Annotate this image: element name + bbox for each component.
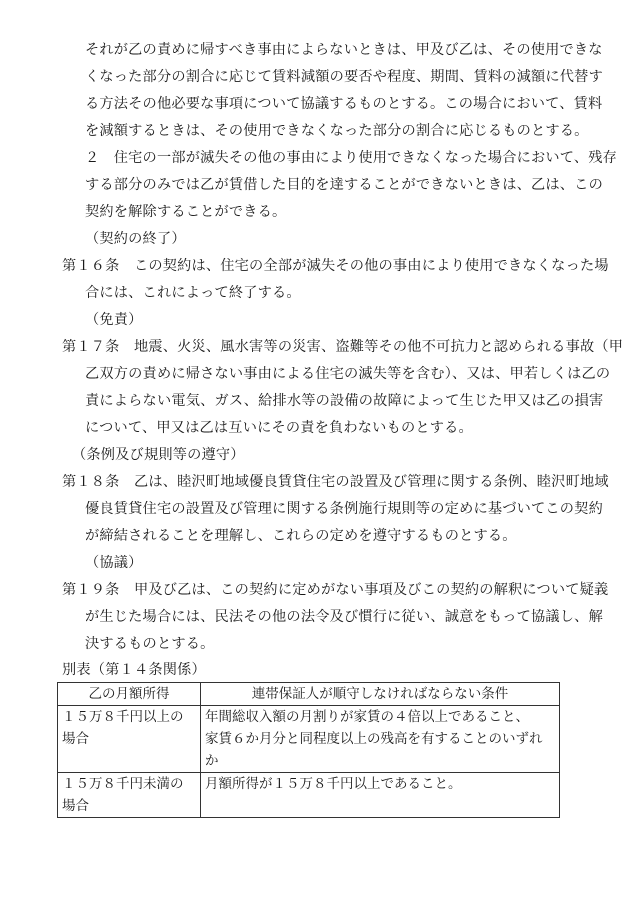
article-19: 第１９条 甲及び乙は、この契約に定めがない事項及びこの契約の解釈について疑義 — [62, 582, 609, 598]
table-header: 連帯保証人が順守しなければならない条件 — [201, 683, 560, 706]
text-line: が生じた場合には、民法その他の法令及び慣行に従い、誠意をもって協議し、解 — [85, 609, 603, 625]
text-line: を減額するときは、その使用できなくなった部分の割合に応じるものとする。 — [85, 123, 589, 139]
cell-line: １５万８千円以上の — [62, 709, 184, 725]
cell-line: 年間総収入額の月割りが家賃の４倍以上であること、 — [205, 709, 529, 725]
cell-line: 場合 — [62, 731, 89, 747]
table-row — [58, 706, 560, 773]
text-line: くなった部分の割合に応じて賃料減額の要否や程度、期間、賃料の減額に代替す — [85, 69, 603, 85]
appendix-caption: 別表（第１４条関係） — [62, 662, 206, 678]
text-line: 優良賃貸住宅の設置及び管理に関する条例施行規則等の定めに基づいてこの契約 — [85, 501, 603, 517]
text-line: 契約を解除することができる。 — [85, 204, 287, 220]
article-18: 第１８条 乙は、睦沢町地域優良賃貸住宅の設置及び管理に関する条例、睦沢町地域 — [62, 474, 609, 490]
section-heading: （協議） — [85, 555, 143, 571]
text-line: 合には、これによって終了する。 — [85, 285, 301, 301]
text-line: 責によらない電気、ガス、給排水等の設備の故障によって生じた甲又は乙の損害 — [85, 393, 604, 409]
text-line: が締結されることを理解し、これらの定めを遵守するものとする。 — [85, 528, 517, 544]
text-line: それが乙の責めに帰すべき事由によらないときは、甲及び乙は、その使用できな — [85, 42, 603, 58]
table-cell — [201, 706, 560, 773]
section-heading: （契約の終了） — [85, 231, 186, 247]
appendix-table — [57, 682, 560, 818]
cell-line: 場合 — [62, 798, 89, 814]
table-header: 乙の月額所得 — [58, 683, 201, 706]
text-line: る方法その他必要な事項について協議するものとする。この場合において、賃料 — [85, 96, 603, 112]
table-cell — [58, 773, 201, 818]
cell-line: １５万８千円未満の — [62, 776, 184, 792]
text-line: 決するものとする。 — [85, 636, 215, 652]
text-line: する部分のみでは乙が賃借した目的を達することができないときは、乙は、この — [85, 177, 603, 193]
section-heading: （条例及び規則等の遵守） — [72, 447, 245, 463]
section-heading: （免責） — [85, 312, 143, 328]
text-line: について、甲又は乙は互いにその責を負わないものとする。 — [85, 420, 473, 436]
article-16: 第１６条 この契約は、住宅の全部が滅失その他の事由により使用できなくなった場 — [62, 258, 609, 274]
cell-line: 月額所得が１５万８千円以上であること。 — [205, 776, 462, 792]
text-line: ２ 住宅の一部が滅失その他の事由により使用できなくなった場合において、残存 — [85, 150, 618, 166]
table-header-row — [58, 683, 560, 706]
cell-line: 家賃６か月分と同程度以上の残高を有することのいずれか — [205, 731, 543, 769]
text-line: 乙双方の責めに帰さない事由による住宅の滅失等を含む）、又は、甲若しくは乙の — [85, 366, 611, 382]
table-row — [58, 773, 560, 818]
table-cell — [201, 773, 560, 818]
table-cell — [58, 706, 201, 773]
article-17: 第１７条 地震、火災、風水害等の災害、盗難等その他不可抗力と認められる事故（甲 — [62, 339, 624, 355]
